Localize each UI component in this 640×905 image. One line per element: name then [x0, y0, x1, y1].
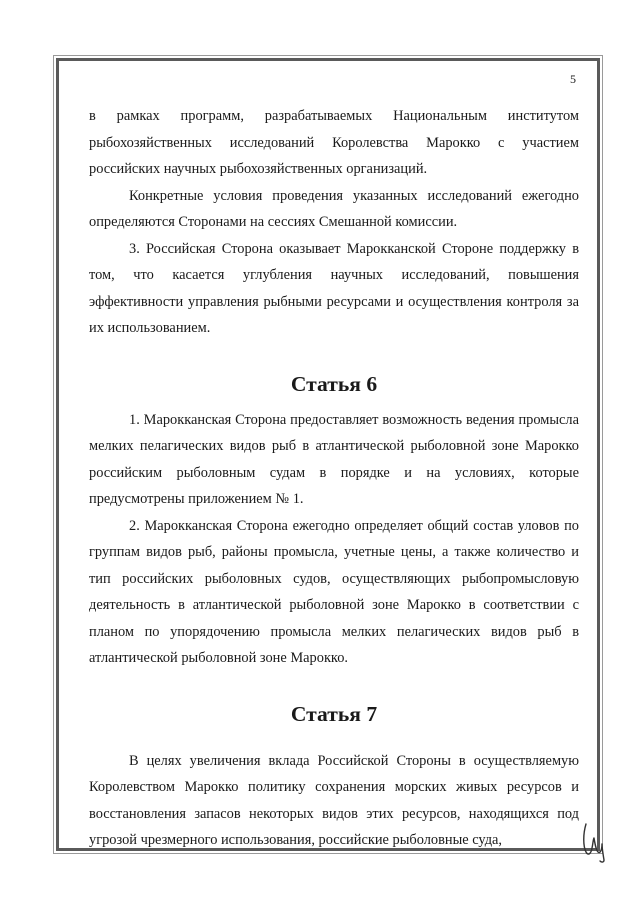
- paragraph: 1. Марокканская Сторона предоставляет возможность ведения промысла мелких пелагических видов рыб в атлантической рыболовной зоне Марокко российским рыболовным судам в порядке и на условиях, которые предусмотрены приложением № 1.: [89, 411, 579, 507]
- paragraph: 2. Марокканская Сторона ежегодно определяет общий состав уловов по группам видов рыб, районы промысла, учетные цены, а также количество и тип российских рыболовных судов, осуществляющих рыбопромысловую деятельность в атлантической рыболовной зоне Марокко в соответствии с планом по упорядочению промысла мелких пелагических видов рыб в атлантической рыболовной зоне Марокко.: [89, 517, 579, 666]
- article-7-heading: Статья 7: [290, 701, 378, 726]
- document-body: [89, 103, 579, 854]
- article-6-heading: Статья 6: [290, 371, 378, 396]
- paragraph: 3. Российская Сторона оказывает Марокканской Стороне поддержку в том, что касается углубления научных исследований, повышения эффективности управления рыбными ресурсами и осуществления контроля за их использованием.: [89, 240, 579, 336]
- paragraph: Конкретные условия проведения указанных исследований ежегодно определяются Сторонами на сессиях Смешанной комиссии.: [89, 187, 579, 230]
- paragraph: В целях увеличения вклада Российской Стороны в осуществляемую Королевством Марокко политику сохранения морских живых ресурсов и восстановления запасов некоторых видов этих ресурсов, находящихся под угрозой чрезмерного использования, российские рыболовные суда,: [89, 752, 579, 848]
- signature-initials-icon: [580, 818, 608, 864]
- page-number: 5: [570, 72, 576, 86]
- paragraph: в рамках программ, разрабатываемых Национальным институтом рыбохозяйственных исследований Королевства Марокко с участием российских научных рыбохозяйственных организаций.: [89, 108, 579, 177]
